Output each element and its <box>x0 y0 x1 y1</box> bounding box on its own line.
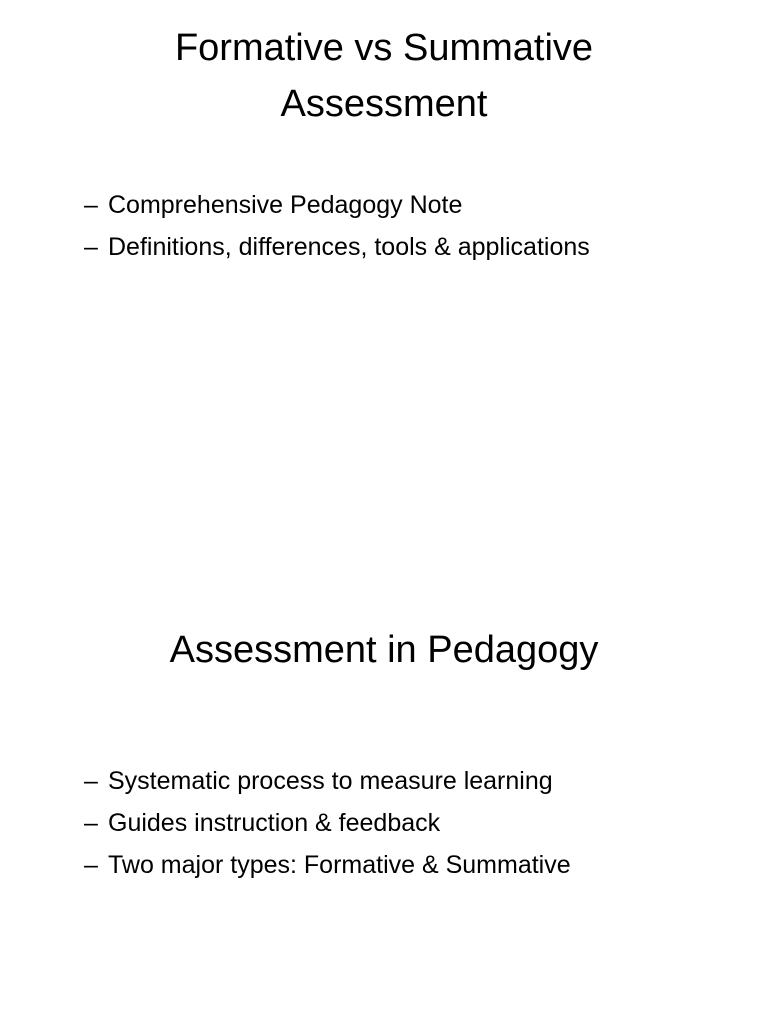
bullet-item <box>84 184 590 226</box>
slide-title <box>0 20 768 132</box>
dash-icon: – <box>84 191 98 219</box>
slide-2 <box>0 576 768 1024</box>
dash-icon: – <box>84 767 98 795</box>
bullet-text: Two major types: Formative & Summative <box>108 851 571 879</box>
bullet-list <box>84 184 590 268</box>
slide-title <box>0 622 768 678</box>
dash-icon: – <box>84 809 98 837</box>
bullet-item <box>84 844 571 886</box>
bullet-item <box>84 226 590 268</box>
dash-icon: – <box>84 851 98 879</box>
bullet-text: Guides instruction & feedback <box>108 809 441 837</box>
bullet-text: Systematic process to measure learning <box>108 767 553 795</box>
title-line-1: Assessment in Pedagogy <box>169 629 599 671</box>
title-line-2: Assessment <box>280 83 488 125</box>
bullet-item <box>84 802 571 844</box>
bullet-text: Comprehensive Pedagogy Note <box>108 191 463 219</box>
bullet-item <box>84 760 571 802</box>
dash-icon: – <box>84 233 98 261</box>
title-line-1: Formative vs Summative <box>174 27 594 69</box>
bullet-text: Definitions, differences, tools & applications <box>108 233 590 261</box>
bullet-list <box>84 760 571 886</box>
